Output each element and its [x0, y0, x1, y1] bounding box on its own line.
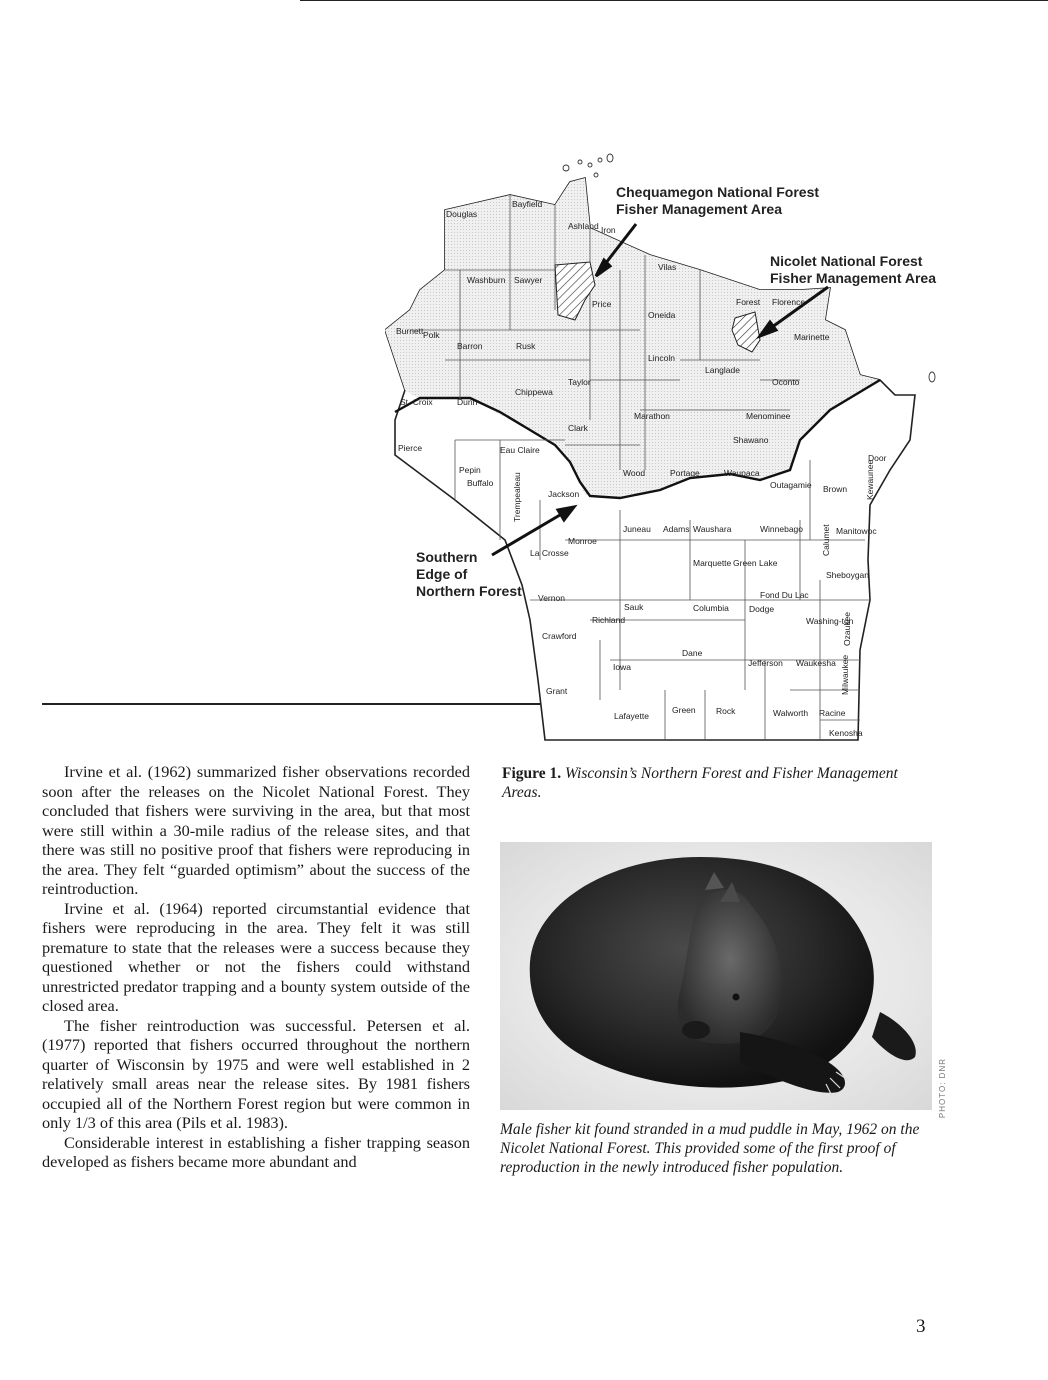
body-paragraph: Considerable interest in establishing a fisher trapping season developed as fishers became more abundant and — [42, 1132, 470, 1171]
county-label: Florence — [772, 297, 806, 307]
county-label: Grant — [546, 686, 568, 696]
body-paragraph: Irvine et al. (1964) reported circumstantial evidence that fishers were reproducing in the area. They felt it was still premature to state that the releases were a success because they questioned whether or not the fishers could withstand unrestricted predator trapping and a bounty system outside of the closed area. — [42, 898, 470, 1015]
county-label: Washburn — [467, 275, 506, 285]
county-label: Shawano — [733, 435, 769, 445]
county-label: Buffalo — [467, 478, 494, 488]
county-label: Taylor — [568, 377, 591, 387]
county-label: Green Lake — [733, 558, 778, 568]
county-label: Juneau — [623, 524, 651, 534]
county-label: Burnett — [396, 326, 424, 336]
county-label: Outagamie — [770, 480, 812, 490]
county-label: Iron — [601, 225, 616, 235]
southern-edge-callout — [416, 549, 522, 600]
photo-caption: Male fisher kit found stranded in a mud puddle in May, 1962 on the Nicolet National Forest. This provided some of the first proof of reproduction in the newly introduced fisher population. — [500, 1121, 920, 1176]
county-label: Wood — [623, 468, 646, 478]
county-label: Sawyer — [514, 275, 543, 285]
wisconsin-county-map — [385, 150, 955, 750]
county-label: Iowa — [613, 662, 631, 672]
county-label: Menominee — [746, 411, 791, 421]
county-label: Adams — [663, 524, 690, 534]
county-label: Lafayette — [614, 711, 649, 721]
county-label: Sauk — [624, 602, 644, 612]
county-label: Marinette — [794, 332, 830, 342]
county-label: Eau Claire — [500, 445, 540, 455]
county-label: Brown — [823, 484, 848, 494]
county-label: Racine — [819, 708, 846, 718]
county-label: Pepin — [459, 465, 481, 475]
county-label: Langlade — [705, 365, 740, 375]
body-paragraph: Irvine et al. (1962) summarized fisher observations recorded soon after the releases on the Nicolet National Forest. They concluded that fishers were surviving in the area, but that most were still within a 30-mile radius of the release sites, and that there was still no positive proof that fishers were reproducing in the area. They felt “guarded optimism” about the success of the reintroduction. — [42, 762, 470, 898]
page-number: 3 — [916, 1316, 926, 1337]
county-label: Ozaukee — [842, 611, 852, 646]
callout-line: Edge of — [416, 566, 468, 582]
county-label: Vilas — [658, 262, 677, 272]
county-label: Washing-ton — [806, 616, 854, 626]
callout-line: Northern Forest — [416, 583, 522, 599]
figure-label: Figure 1. — [502, 765, 562, 782]
county-label: Forest — [736, 297, 761, 307]
fisher-kit-photo — [500, 842, 932, 1110]
county-label: Dodge — [749, 604, 775, 614]
county-label: Marathon — [634, 411, 670, 421]
county-label: Manitowoc — [836, 526, 877, 536]
body-paragraph: The fisher reintroduction was successful. Petersen et al. (1977) reported that fishers occurred throughout the northern quarter of Wisconsin by 1975 and were well established in 2 relatively small areas near the release sites. By 1981 fishers occupied all of the Northern Forest region but were common in only 1/3 of this area (Pils et al. 1983). — [42, 1015, 470, 1132]
figure-caption — [502, 764, 932, 802]
county-label: Rock — [716, 706, 736, 716]
callout-line: Fisher Management Area — [616, 201, 782, 217]
photo-credit: PHOTO: DNR — [938, 1058, 947, 1119]
callout-line: Southern — [416, 549, 478, 565]
county-label: Polk — [423, 330, 440, 340]
county-label: Richland — [592, 615, 626, 625]
county-label: Clark — [568, 423, 588, 433]
callout-line: Nicolet National Forest — [770, 253, 923, 269]
county-label: Lincoln — [648, 353, 675, 363]
county-label: Door — [868, 453, 887, 463]
county-label: Douglas — [446, 209, 478, 219]
county-label: Walworth — [773, 708, 809, 718]
nicolet-callout — [770, 253, 936, 287]
county-label: Oconto — [772, 377, 800, 387]
county-label: St. Croix — [400, 397, 433, 407]
county-label: Winnebago — [760, 524, 804, 534]
county-label: Waukesha — [796, 658, 836, 668]
county-label: Trempealeau — [512, 472, 522, 522]
washington-island — [929, 372, 935, 382]
county-label: Dane — [682, 648, 703, 658]
county-label: Jackson — [548, 489, 580, 499]
county-label: Sheboygan — [826, 570, 870, 580]
county-label: Oneida — [648, 310, 676, 320]
chequamegon-callout — [616, 184, 819, 218]
county-label: Green — [672, 705, 696, 715]
callout-line: Chequamegon National Forest — [616, 184, 820, 200]
county-label: Ashland — [568, 221, 599, 231]
county-label: Fond Du Lac — [760, 590, 809, 600]
county-label: Kewaunee — [865, 459, 875, 500]
fisher-kit-image — [500, 842, 932, 1110]
county-label: Portage — [670, 468, 700, 478]
county-label: Monroe — [568, 536, 597, 546]
body-text-column — [42, 762, 470, 1172]
county-label: Price — [592, 299, 612, 309]
county-label: Waushara — [693, 524, 732, 534]
county-label: Vernon — [538, 593, 565, 603]
county-label: Chippewa — [515, 387, 553, 397]
county-label: Milwaukee — [840, 654, 850, 695]
county-label: Marquette — [693, 558, 732, 568]
county-label: Calumet — [821, 524, 831, 556]
apostle-islands — [563, 154, 613, 177]
county-label: Kenosha — [829, 728, 863, 738]
county-label: Dunn — [457, 397, 478, 407]
county-label: Barron — [457, 341, 483, 351]
county-label: Bayfield — [512, 199, 543, 209]
county-label: La Crosse — [530, 548, 569, 558]
callout-line: Fisher Management Area — [770, 270, 936, 286]
county-label: Rusk — [516, 341, 536, 351]
county-label: Waupaca — [724, 468, 760, 478]
figure-caption-text: Wisconsin’s Northern Forest and Fisher Management Areas. — [502, 765, 898, 801]
top-rule — [300, 0, 1048, 1]
county-label: Pierce — [398, 443, 423, 453]
county-label: Jefferson — [748, 658, 783, 668]
county-label: Columbia — [693, 603, 729, 613]
county-label: Crawford — [542, 631, 577, 641]
